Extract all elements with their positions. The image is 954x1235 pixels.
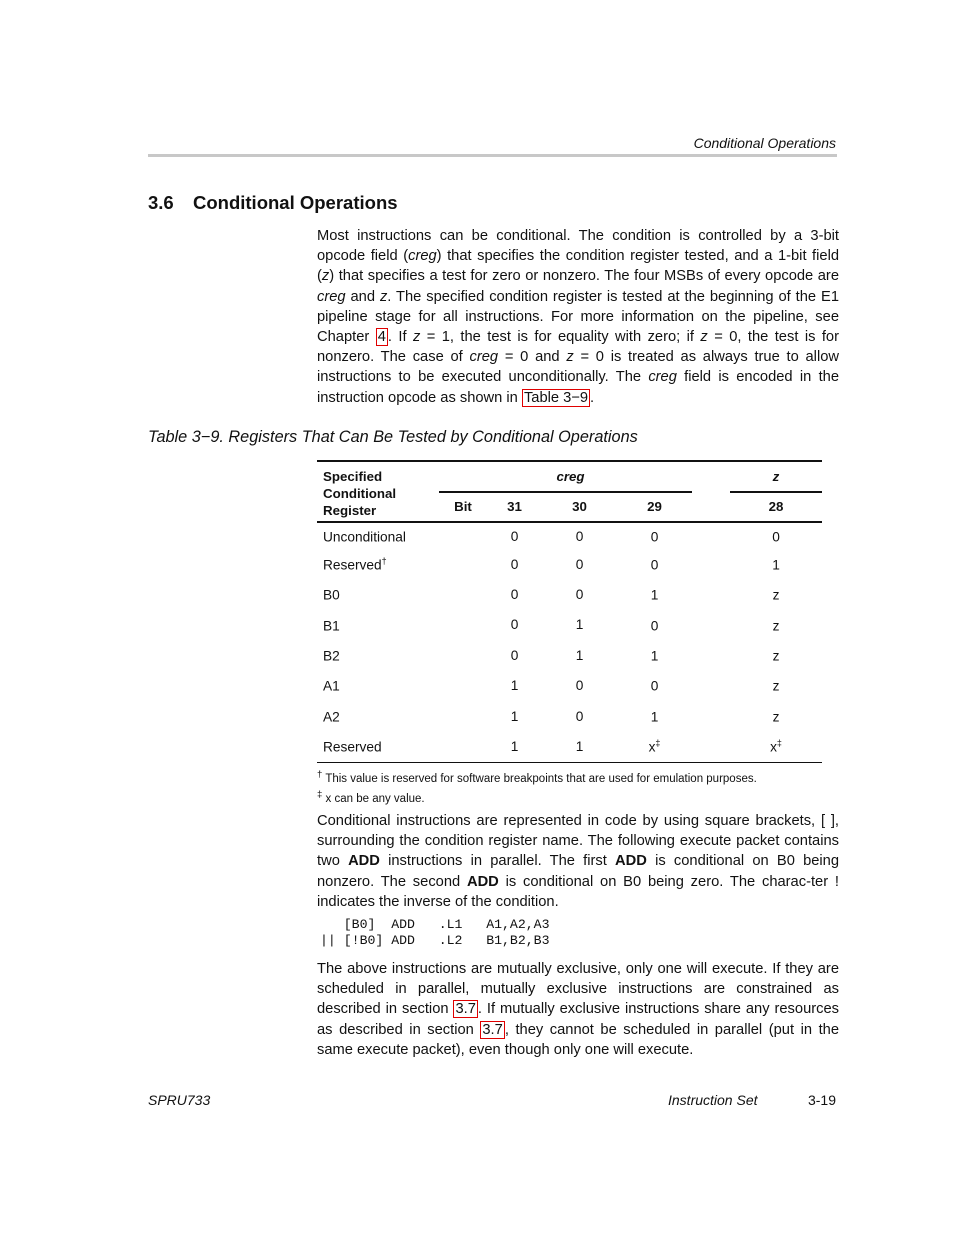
table-caption: Table 3−9. Registers That Can Be Tested by Conditional Operations [148, 428, 638, 446]
bit-29: 1 [650, 709, 659, 725]
table-row [317, 731, 822, 761]
bit-28: z [772, 648, 780, 664]
section-link[interactable]: 3.7 [455, 1001, 476, 1018]
bit-28: x‡ [770, 738, 782, 755]
header-rule [148, 154, 837, 157]
bit-30: 1 [575, 647, 584, 663]
bit-30: 0 [575, 528, 584, 544]
condition-register-table [317, 460, 822, 762]
bit-29: 0 [650, 679, 659, 695]
bit-29: 1 [650, 587, 659, 603]
table-link[interactable]: Table 3−9 [523, 389, 589, 406]
table-row [317, 671, 822, 701]
section-link[interactable]: 3.7 [482, 1021, 503, 1038]
header-bit-28: 28 [768, 499, 784, 515]
footer-doc-id: SPRU733 [148, 1092, 211, 1108]
register-name: A2 [323, 709, 340, 725]
bit-29: 0 [650, 529, 659, 545]
register-name: Reserved [323, 739, 382, 755]
register-name: Reserved† [323, 555, 387, 573]
bit-31: 0 [510, 617, 519, 633]
table-row [317, 701, 822, 731]
footnote-dagger: † This value is reserved for software breakpoints that are used for emulation purposes. [317, 769, 757, 785]
bit-30: 0 [575, 678, 584, 694]
bit-30: 1 [575, 617, 584, 633]
bit-31: 0 [510, 556, 519, 572]
bit-30: 0 [575, 556, 584, 572]
bit-28: 1 [772, 557, 780, 573]
bit-30: 1 [575, 739, 584, 755]
bit-31: 0 [510, 528, 519, 544]
table-row [317, 640, 822, 670]
bit-31: 1 [510, 708, 519, 724]
bit-28: z [772, 587, 780, 603]
table-footnotes [317, 767, 757, 807]
bit-30: 0 [575, 587, 584, 603]
header-bit-31: 31 [507, 499, 522, 515]
intro-paragraph: Most instructions can be conditional. The condition is controlled by a 3-bit opcode field (creg) that specifies the condition register tested, and a 1-bit field (z) that specifies a test for zero or nonzero. The four MSBs of every opcode are creg and z. The specified condition register is tested at the beginning of the E1 pipeline stage for all instructions. For more information on the pipeline, see Chapter 4 . If z = 1, the test is for equality with zero; if z = 0, the test is for nonzero. The case of creg = 0 and z = 0 is treated as always true to allow instructions to be executed unconditionally. The creg field is encoded in the instruction opcode as shown in Table 3−9 . [317, 228, 839, 406]
bit-29: 1 [650, 648, 659, 664]
table-row [317, 610, 822, 640]
bit-28: z [772, 709, 780, 725]
bit-31: 1 [510, 678, 519, 694]
footnote-double-dagger: ‡ x can be any value. [317, 788, 425, 805]
table-bottom-rule [317, 762, 822, 763]
bit-29: x‡ [648, 738, 661, 755]
running-header: Conditional Operations [693, 135, 836, 151]
table-row [317, 549, 822, 579]
bit-28: 0 [772, 529, 780, 545]
header-z: z [730, 461, 822, 492]
bit-30: 0 [575, 708, 584, 724]
header-bit: Bit [454, 499, 472, 515]
register-name: A1 [323, 679, 340, 695]
chapter-link[interactable]: 4 [377, 329, 386, 346]
section-number: 3.6 [148, 192, 174, 213]
register-name: B2 [323, 648, 340, 664]
table-row [317, 522, 822, 549]
code-example [320, 917, 550, 949]
header-creg: creg [439, 461, 692, 492]
header-bit-30: 30 [572, 499, 587, 515]
bit-29: 0 [650, 557, 659, 573]
bit-31: 0 [510, 587, 519, 603]
header-specified-register: Specified Conditional Register [317, 461, 439, 522]
bit-29: 0 [650, 618, 659, 634]
table-row [317, 579, 822, 609]
exclusive-paragraph: The above instructions are mutually exclusive, only one will execute. If they are scheduled in parallel, mutually exclusive instructions are constrained as described in section 3.7 . If mutually exclusive instructions share any resources as described in section 3.7 , they cannot be scheduled in parallel (put in the same execute packet), even though only one will execute. [317, 961, 839, 1058]
bit-31: 0 [510, 647, 519, 663]
code-line: [B0] ADD .L1 A1,A2,A3 [320, 917, 550, 932]
footer-chapter: Instruction Set [668, 1092, 758, 1108]
register-name: Unconditional [323, 529, 406, 545]
bit-28: z [772, 679, 780, 695]
section-heading [148, 192, 398, 214]
header-bit-29: 29 [647, 499, 662, 515]
bit-28: z [772, 618, 780, 634]
brackets-paragraph: Conditional instructions are represented in code by using square brackets, [ ], surrounding the condition register name. The following execute packet contains two ADD instructions in parallel. The first ADD is conditional on B0 being nonzero. The second ADD is conditional on B0 being zero. The charac-ter ! indicates the inverse of the condition. [317, 813, 840, 910]
footer-page-number: 3-19 [807, 1092, 836, 1108]
code-line: || [!B0] ADD .L2 B1,B2,B3 [320, 933, 550, 948]
section-title: Conditional Operations [193, 192, 398, 213]
register-name: B0 [323, 587, 340, 603]
bit-31: 1 [510, 739, 519, 755]
register-name: B1 [323, 618, 340, 634]
